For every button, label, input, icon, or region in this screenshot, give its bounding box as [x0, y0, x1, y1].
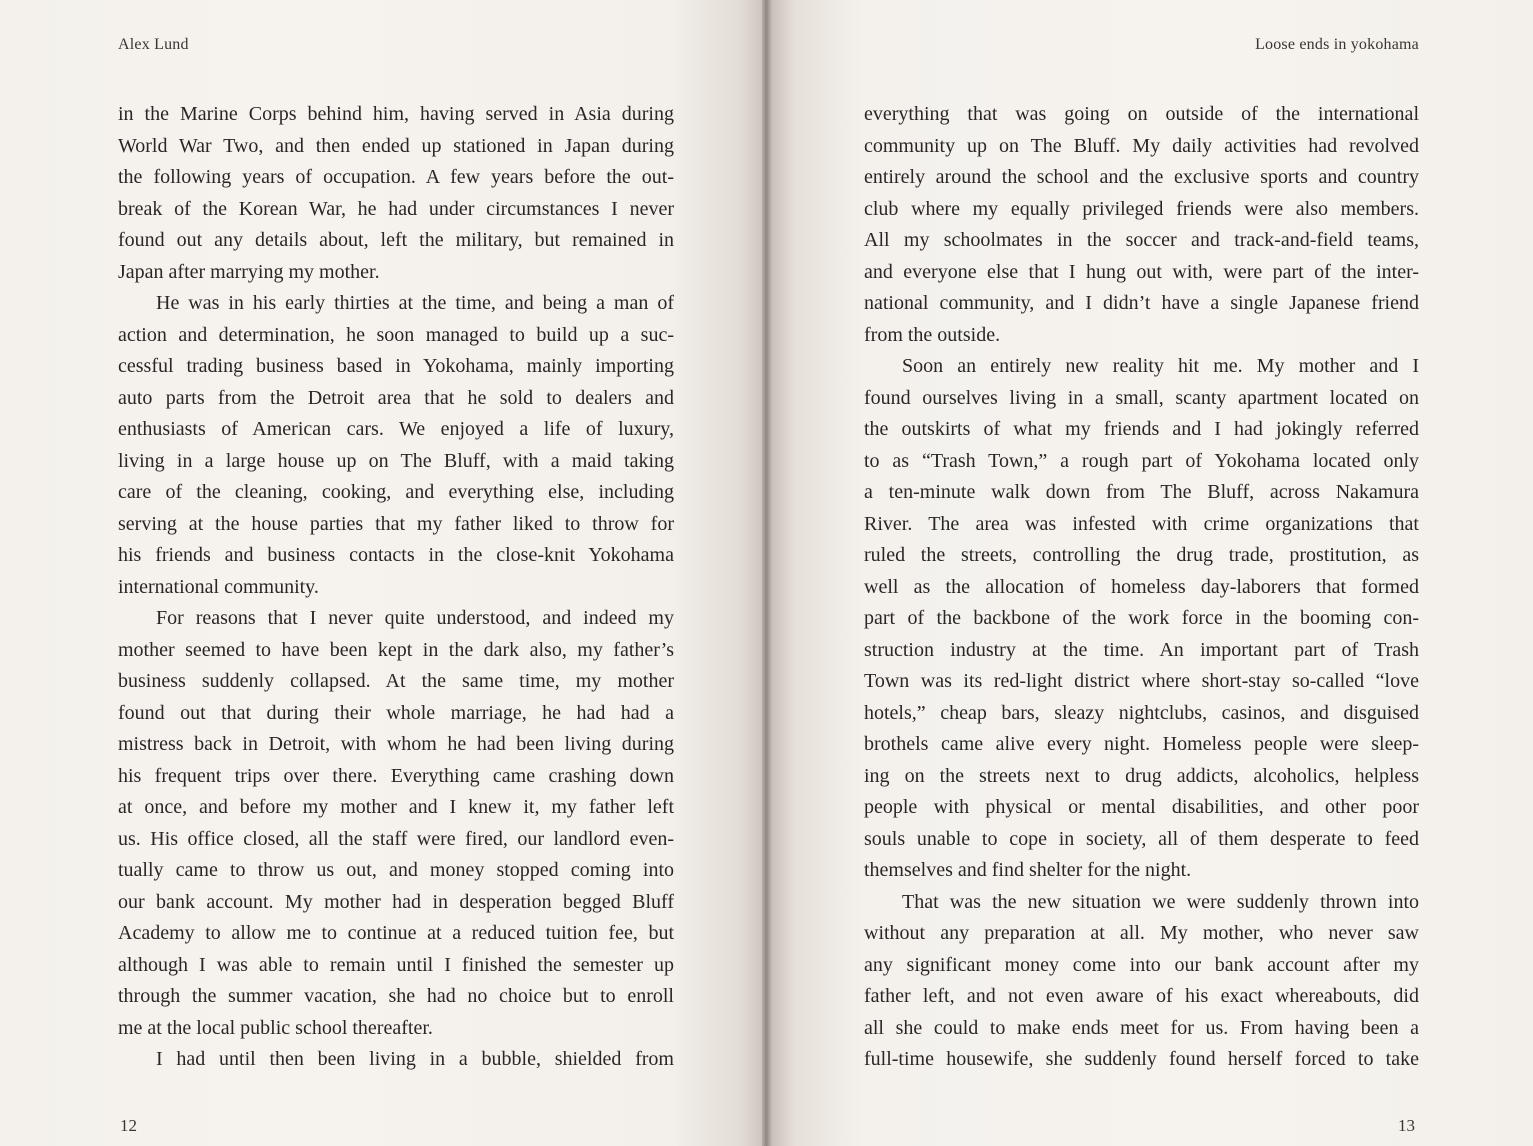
text-line: without any preparation at all. My mother, who never saw	[864, 922, 1419, 944]
text-line: through the summer vacation, she had no choice but to enroll	[118, 985, 674, 1007]
text-line: club where my equally privileged friends were also members.	[864, 197, 1419, 220]
text-line: from the outside.	[864, 323, 1001, 346]
running-head-author: Alex Lund	[118, 36, 189, 53]
text-line: All my schoolmates in the soccer and track-and-field teams,	[864, 229, 1419, 251]
text-line: father left, and not even aware of his exact whereabouts, did	[864, 985, 1419, 1007]
text-line: business suddenly collapsed. At the same time, my mother	[118, 670, 674, 692]
text-line: River. The area was infested with crime organizations that	[864, 512, 1419, 535]
text-line: the outskirts of what my friends and I had jokingly referred	[864, 418, 1419, 440]
text-line: enthusiasts of American cars. We enjoyed a life of luxury,	[118, 418, 674, 440]
text-line: For reasons that I never quite understood, and indeed my	[156, 607, 674, 629]
text-line: entirely around the school and the exclusive sports and country	[864, 166, 1419, 188]
right-page	[772, 0, 1533, 1146]
text-line: well as the allocation of homeless day-laborers that formed	[864, 575, 1419, 598]
page-number-left: 12	[120, 1116, 137, 1135]
text-line: serving at the house parties that my father liked to throw for	[118, 512, 674, 535]
text-line: found out any details about, left the military, but remained in	[118, 229, 674, 251]
text-line: care of the cleaning, cooking, and everything else, including	[118, 481, 674, 503]
left-page-body-text	[118, 99, 674, 1076]
right-page-body-text	[864, 99, 1419, 1076]
text-line: although I was able to remain until I finished the semester up	[118, 953, 674, 976]
text-line: I had until then been living in a bubble, shielded from	[156, 1048, 674, 1070]
text-line: Academy to allow me to continue at a reduced tuition fee, but	[118, 922, 674, 944]
text-line: all she could to make ends meet for us. From having been a	[864, 1016, 1419, 1039]
text-line: World War Two, and then ended up stationed in Japan during	[118, 134, 674, 157]
text-line: any significant money come into our bank account after my	[864, 953, 1419, 976]
text-line: living in a large house up on The Bluff, with a maid taking	[118, 449, 674, 472]
text-line: ing on the streets next to drug addicts, alcoholics, helpless	[864, 764, 1419, 787]
text-line: He was in his early thirties at the time, and being a man of	[156, 292, 674, 314]
book-gutter	[762, 0, 772, 1146]
text-line: Town was its red-light district where short-stay so-called “love	[864, 670, 1419, 692]
text-line: break of the Korean War, he had under circumstances I never	[118, 197, 674, 220]
text-line: the following years of occupation. A few years before the out-	[118, 166, 674, 188]
text-line: me at the local public school thereafter.	[118, 1016, 433, 1039]
text-line: national community, and I didn’t have a single Japanese friend	[864, 292, 1419, 314]
text-line: brothels came alive every night. Homeless people were sleep-	[864, 733, 1419, 755]
text-line: people with physical or mental disabilities, and other poor	[864, 796, 1419, 818]
text-line: found ourselves living in a small, scanty apartment located on	[864, 386, 1419, 409]
text-line: found out that during their whole marriage, he had had a	[118, 701, 674, 724]
text-line: his friends and business contacts in the close-knit Yokohama	[118, 544, 674, 566]
text-line: Japan after marrying my mother.	[118, 260, 380, 283]
text-line: cessful trading business based in Yokohama, mainly importing	[118, 355, 674, 377]
text-line: That was the new situation we were suddenly thrown into	[902, 890, 1419, 913]
text-line: struction industry at the time. An important part of Trash	[864, 638, 1419, 661]
text-line: community up on The Bluff. My daily activities had revolved	[864, 134, 1419, 157]
text-line: our bank account. My mother had in desperation begged Bluff	[118, 890, 674, 913]
text-line: his frequent trips over there. Everything came crashing down	[118, 764, 674, 787]
text-line: action and determination, he soon managed to build up a suc-	[118, 323, 674, 346]
text-line: a ten-minute walk down from The Bluff, across Nakamura	[864, 481, 1419, 503]
text-line: part of the backbone of the work force in the booming con-	[864, 607, 1419, 629]
text-line: hotels,” cheap bars, sleazy nightclubs, casinos, and disguised	[864, 701, 1419, 724]
text-line: to as “Trash Town,” a rough part of Yokohama located only	[864, 449, 1419, 472]
text-line: full-time housewife, she suddenly found herself forced to take	[864, 1048, 1419, 1070]
text-line: everything that was going on outside of the international	[864, 103, 1419, 125]
text-line: tually came to throw us out, and money stopped coming into	[118, 859, 674, 881]
text-line: international community.	[118, 575, 319, 598]
text-line: Soon an entirely new reality hit me. My mother and I	[902, 355, 1419, 377]
text-line: mistress back in Detroit, with whom he had been living during	[118, 733, 674, 755]
text-line: souls unable to cope in society, all of them desperate to feed	[864, 827, 1419, 850]
text-line: themselves and find shelter for the night.	[864, 859, 1192, 881]
text-line: auto parts from the Detroit area that he sold to dealers and	[118, 386, 674, 409]
running-head-title: Loose ends in yokohama	[1255, 36, 1419, 53]
text-line: ruled the streets, controlling the drug trade, prostitution, as	[864, 544, 1419, 566]
text-line: and everyone else that I hung out with, were part of the inter-	[864, 260, 1419, 283]
page-number-right: 13	[1398, 1116, 1415, 1135]
left-page	[0, 0, 762, 1146]
text-line: at once, and before my mother and I knew it, my father left	[118, 796, 674, 818]
text-line: in the Marine Corps behind him, having served in Asia during	[118, 103, 674, 125]
text-line: mother seemed to have been kept in the dark also, my father’s	[118, 638, 674, 661]
text-line: us. His office closed, all the staff were fired, our landlord even-	[118, 827, 674, 850]
